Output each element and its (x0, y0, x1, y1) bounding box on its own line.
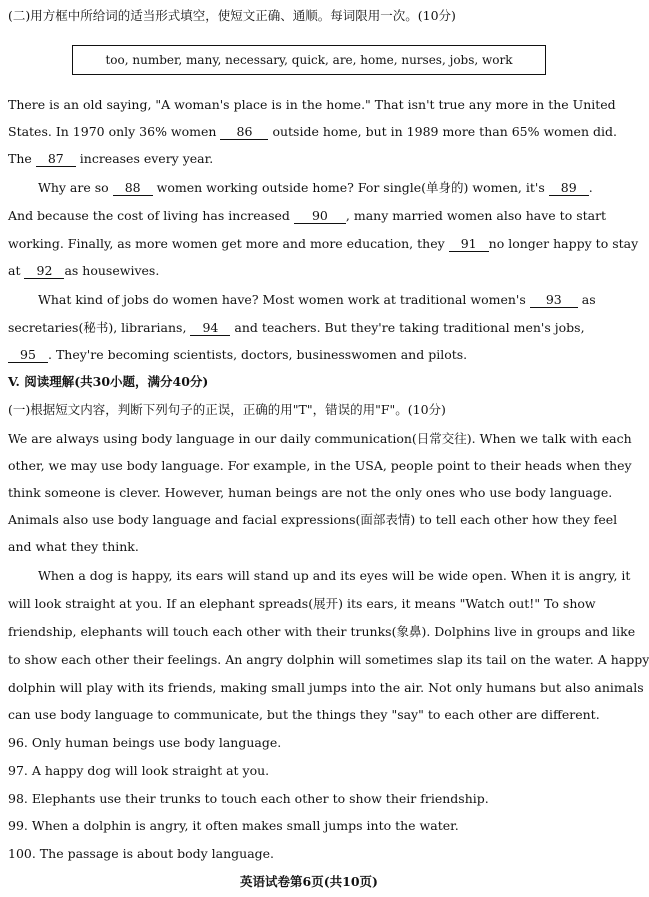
section5-title: V. 阅读理解(共30小题，满分40分) (8, 374, 209, 389)
text-segment: at (8, 263, 21, 278)
question-99: 99. When a dolphin is angry, it often makes small jumps into the water. (8, 818, 459, 833)
section2-instruction: (二)用方框中所给词的适当形式填空，使短文正确、通顺。每词限用一次。(10分) (8, 8, 456, 23)
reading-p1-line: and what they think. (8, 539, 139, 554)
section5-sub1: (一)根据短文内容，判断下列句子的正误，正确的用"T"，错误的用"F"。(10分) (8, 402, 446, 417)
blank-86[interactable]: 86 (220, 125, 268, 140)
blank-90[interactable]: 90 (294, 209, 346, 224)
text-segment: and teachers. But they're taking traditional men's jobs, (234, 320, 585, 335)
word-box (72, 45, 546, 75)
text-segment: outside home, but in 1989 more than 65% women did. (272, 124, 617, 139)
reading-p2-line: can use body language to communicate, but the things they "say" to each other are different. (8, 707, 600, 722)
passage-p3-line1 (38, 292, 610, 308)
passage-p1-line1: There is an old saying, "A woman's place is in the home." That isn't true any more in the United (8, 97, 616, 112)
passage-p2-line2 (8, 208, 610, 224)
passage-p1-line2 (8, 124, 617, 140)
passage-p1-line3 (8, 151, 610, 167)
text-segment: working. Finally, as more women get more and more education, they (8, 236, 445, 251)
passage-p2-line4 (8, 263, 610, 279)
blank-88[interactable]: 88 (113, 181, 153, 196)
text-segment: , many married women also have to start (345, 208, 607, 223)
reading-p2-line: will look straight at you. If an elephant spreads(展开) its ears, it means "Watch out!" To show (8, 596, 596, 611)
passage-p3-line2 (8, 320, 610, 336)
blank-95[interactable]: 95 (8, 348, 48, 363)
text-segment: women working outside home? For single(单身的) women, it's (156, 180, 545, 195)
blank-89[interactable]: 89 (549, 181, 589, 196)
blank-87[interactable]: 87 (36, 152, 76, 167)
text-segment: And because the cost of living has increased (8, 208, 290, 223)
word-box-text: too, number, many, necessary, quick, are, home, nurses, jobs, work (105, 53, 513, 67)
text-segment: as (581, 292, 596, 307)
blank-92[interactable]: 92 (24, 264, 64, 279)
passage-p2-line1 (38, 180, 610, 196)
text-segment: States. In 1970 only 36% women (8, 124, 217, 139)
reading-p2-line: friendship, elephants will touch each other with their trunks(象鼻). Dolphins live in groups and like (8, 624, 636, 639)
text-segment: secretaries(秘书), librarians, (8, 320, 187, 335)
question-98: 98. Elephants use their trunks to touch each other to show their friendship. (8, 791, 489, 806)
text-segment: Why are so (38, 180, 109, 195)
text-segment: no longer happy to stay (488, 236, 639, 251)
text-segment: What kind of jobs do women have? Most women work at traditional women's (38, 292, 526, 307)
blank-94[interactable]: 94 (190, 321, 230, 336)
text-segment: increases every year. (79, 151, 214, 166)
passage-p2-line3 (8, 236, 639, 252)
question-96: 96. Only human beings use body language. (8, 735, 282, 750)
reading-p2-line: When a dog is happy, its ears will stand up and its eyes will be wide open. When it is angry, it (38, 568, 631, 583)
text-segment: The (8, 151, 32, 166)
page-footer: 英语试卷第6页(共10页) (240, 874, 378, 889)
text-segment: . (588, 180, 593, 195)
reading-p1-line: other, we may use body language. For example, in the USA, people point to their heads when they (8, 458, 632, 473)
reading-p1-line: Animals also use body language and facial expressions(面部表情) to tell each other how they feel (8, 512, 618, 527)
reading-p2-line: dolphin will play with its friends, making small jumps into the air. Not only humans but also animals (8, 680, 644, 695)
blank-93[interactable]: 93 (530, 293, 578, 308)
text-segment: as housewives. (64, 263, 160, 278)
question-97: 97. A happy dog will look straight at you. (8, 763, 270, 778)
blank-91[interactable]: 91 (449, 237, 489, 252)
reading-p1-line: think someone is clever. However, human beings are not the only ones who use body language. (8, 485, 613, 500)
question-100: 100. The passage is about body language. (8, 846, 275, 861)
passage-p3-line3 (8, 347, 610, 363)
text-segment: . They're becoming scientists, doctors, businesswomen and pilots. (48, 347, 468, 362)
reading-p1-line: We are always using body language in our daily communication(日常交往). When we talk with each (8, 431, 632, 446)
reading-p2-line: to show each other their feelings. An angry dolphin will sometimes slap its tail on the water. A happy (8, 652, 649, 667)
